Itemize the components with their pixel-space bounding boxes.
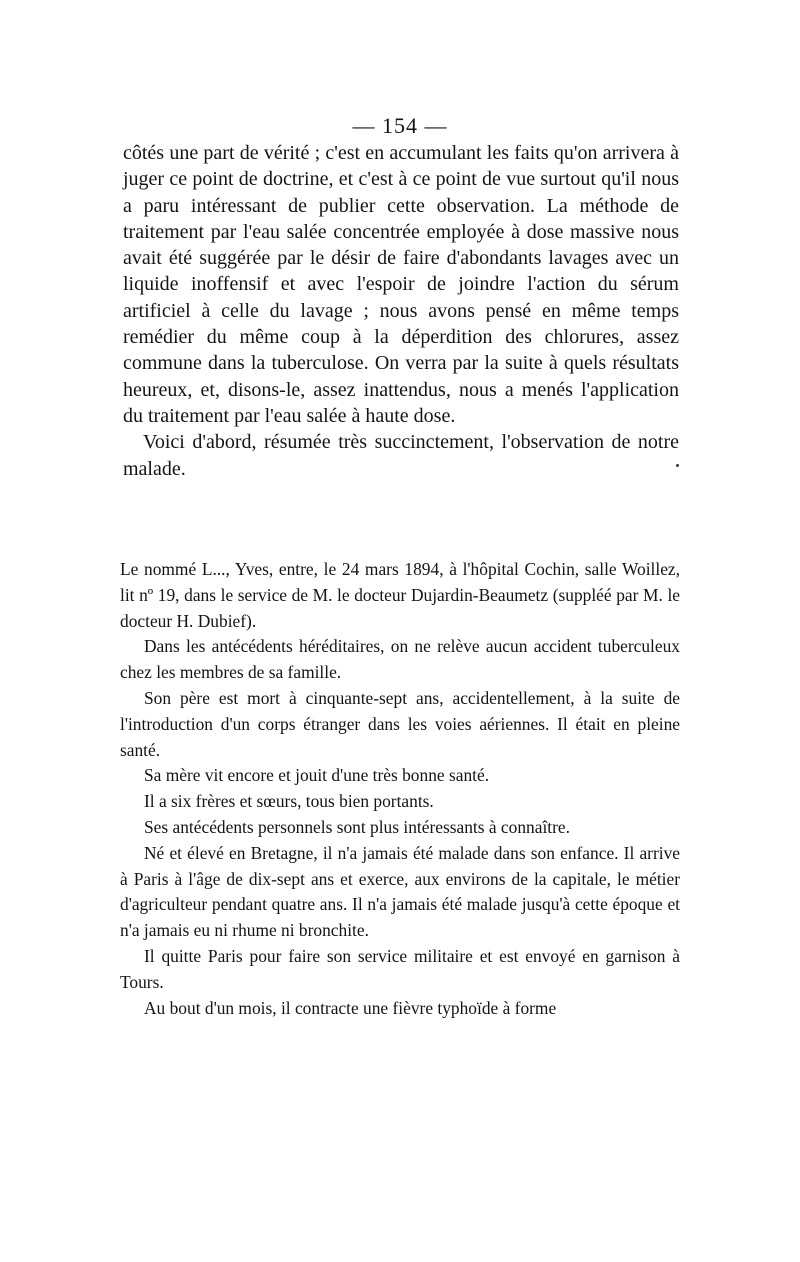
case-paragraph: Il quitte Paris pour faire son service militaire et est envoyé en garnison à Tours.: [120, 945, 680, 992]
case-paragraph: Au bout d'un mois, il contracte une fièvre typhoïde à forme: [144, 997, 557, 1018]
case-paragraph: Il a six frères et sœurs, tous bien portants.: [144, 791, 434, 812]
intro-text-block: [123, 140, 679, 482]
intro-paragraph: Voici d'abord, résumée très succinctement, l'observation de notre malade.: [123, 431, 679, 480]
case-paragraph: Né et élevé en Bretagne, il n'a jamais été malade dans son enfance. Il arrive à Paris à l'âge de dix-sept ans et exerce, aux environs de la capitale, le métier d'agriculteur pendant quatre ans. Il n'a jamais été malade jusqu'à cette époque et n'a jamais eu ni rhume ni bronchite.: [120, 842, 680, 941]
intro-paragraph: côtés une part de vérité ; c'est en accumulant les faits qu'on arrivera à juger ce point de doctrine, et c'est à ce point de vue surtout qu'il nous a paru intéressant de publier cette observation. La méthode de traitement par l'eau salée concentrée employée à dose massive nous avait été suggérée par le désir de faire d'abondants lavages avec un liquide inoffensif et avec l'espoir de joindre l'action du sérum artificiel à celle du lavage ; nous avons pensé en même temps remédier du même coup à la déperdition des chlorures, assez commune dans la tuberculose. On verra par la suite à quels résultats heureux, et, disons-le, assez inattendus, nous a menés l'application du traitement par l'eau salée à haute dose.: [123, 142, 679, 427]
case-paragraph: Le nommé L..., Yves, entre, le 24 mars 1894, à l'hôpital Cochin, salle Woillez, lit nº 19, dans le service de M. le docteur Dujardin-Beaumetz (suppléé par M. le docteur H. Dubief).: [120, 559, 680, 631]
case-paragraph: Sa mère vit encore et jouit d'une très bonne santé.: [144, 765, 490, 786]
case-observation-block: [120, 557, 680, 1021]
case-paragraph: Son père est mort à cinquante-sept ans, accidentellement, à la suite de l'introduction d'un corps étranger dans les voies aériennes. Il était en pleine santé.: [120, 687, 680, 760]
page-number: — 154 —: [352, 113, 448, 138]
case-paragraph: Dans les antécédents héréditaires, on ne relève aucun accident tuberculeux chez les membres de sa famille.: [120, 636, 680, 683]
print-speck: [676, 464, 679, 467]
case-paragraph: Ses antécédents personnels sont plus intéressants à connaître.: [144, 816, 570, 837]
